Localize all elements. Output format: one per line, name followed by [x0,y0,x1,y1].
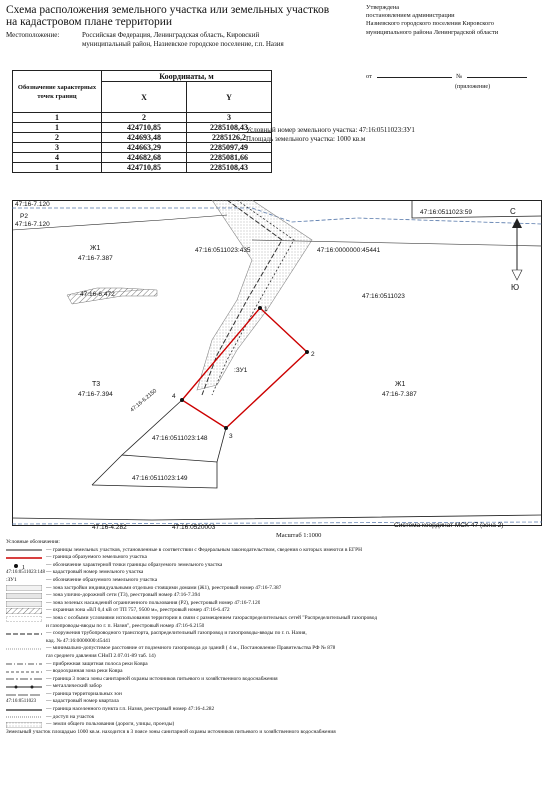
y-cell: 2285081,66 [187,153,272,163]
parcel-area: Площадь земельного участка: 1000 кв.м [246,135,366,143]
svg-text:1: 1 [22,564,25,569]
location-label: Местоположение: [6,31,60,39]
title-line-2: на кадастровом плане территории [6,16,173,28]
approval-appendix: (приложение) [455,84,491,90]
map-label-z1-left: Ж1 [90,245,101,252]
map-label-t3-reg: 47:16-7.394 [78,391,113,398]
legend-item: — земли общего пользования (дороги, улицы, проезды) [6,721,548,729]
y-header: Y [187,82,272,113]
map-label-quarter: 47:16:0511023 [362,293,405,300]
legend-item: — минимально-допустимое расстояние от подземного газопровода до зданий ( 4 м., Постановление Правительства РФ № 878 [46,645,336,652]
y-cell: 2285126,2 [187,133,272,143]
table-row [13,153,272,163]
approval-date-number-line [366,73,551,80]
legend-item: — охранная зона «ВЛ 0,4 кВ от ТП 757, 9500 м», реестровый номер 47:16-6.472 [6,607,548,615]
legend-title: Условные обозначения: [6,539,60,545]
legend-item-cont: газ среднего давления СНиП 2.07.01-89 таб. 14) [46,652,156,659]
map-label-p2: Р2 [20,213,28,220]
x-header: X [102,82,187,113]
legend-item: 47:16:0511023 — кадастровый номер квартала [6,698,119,705]
index-cell: 2 [102,113,187,123]
map-label-p2-reg: 47:16-7.120 [15,221,50,228]
legend-note: Земельный участок площадью 1000 кв.м. находится в 3 поясе зоны санитарной охраны источников питьевого и хозяйственного водоснабжения [6,728,336,735]
point-label-1: 1 [264,306,268,313]
legend-item: — граница образуемого земельного участка [46,554,147,561]
map-label-z1-left-reg: 47:16-7.387 [78,255,113,262]
legend-item: 47:16:0511023:148 — кадастровый номер земельного участка [6,569,144,576]
table-row [13,123,272,133]
boundary-point [305,350,309,354]
settlement-boundary [12,515,542,520]
map-label-t3: Т3 [92,381,101,388]
legend-item: — водоохранная зона реки Ковра [46,668,123,675]
map-label-0520003: 47:16:0520003 [172,524,216,530]
index-cell: 3 [187,113,272,123]
map-label-zu1: :ЗУ1 [234,367,248,374]
point-label-4: 4 [172,393,176,400]
legend-item: — зона застройки индивидуальными отдельно стоящими домами (Ж1), реестровый номер 47:16-7.387 [6,585,548,593]
approval-line-4: муниципального района Ленинградской области [366,28,499,36]
map-label-parcel-59: 47:16:0511023:59 [420,209,472,216]
location-text [82,31,327,49]
boundary-point [180,398,184,402]
compass-south-label: Ю [511,283,520,292]
legend-item: — граница населенного пункта г.п. Назия, реестровый номер 47:16-4.282 [46,706,215,713]
location-line-2: муниципальный район, Назиевское городское поселение, г.п. Назия [82,40,284,48]
point-cell: 3 [13,143,102,153]
point-cell: 2 [13,133,102,143]
legend-item: — прибрежная защитная полоса реки Ковра [46,660,148,667]
point-label-2: 2 [311,351,315,358]
legend-item: — металлический забор [6,683,548,691]
y-cell: 2285108,43 [187,123,272,133]
parcel-info [246,126,415,144]
boundary-point [258,306,262,310]
map-label-parcel-435: 47:16:0511023:435 [195,247,251,254]
map-label-45441: 47:16:0000000:45441 [317,247,381,254]
table-row [13,163,272,173]
approval-line-1: Утверждена [366,4,400,11]
legend-item: — зона зеленых насаждений ограниченного пользования (Р2), реестровый номер 47:16-7.120 [6,600,548,608]
x-cell: 424710,85 [102,163,187,173]
map-label-2150: 47:16-6.2150 [129,388,159,414]
map-label-4282: 47:16-4.282 [92,524,127,530]
legend-item: — границы земельных участков, установленные в соответствии с Федеральным законодательством, сведения о которых имеются в ЕГРН [46,546,363,553]
approval-line-2: постановлением администрации [366,12,455,20]
x-cell: 424663,29 [102,143,187,153]
approval-number-label: № [456,73,463,80]
coordinates-table [12,70,272,173]
legend-item: — зона с особыми условиями использования территории в связи с размещением газораспределительных сетей "Распределительный газопровод [6,615,548,623]
map-scale: Масштаб 1:1000 [276,532,322,539]
legend-item: — сооружения трубопроводного транспорта, распределительный газопровод и газопроводы-вводы по г. п. Назия, [46,630,307,637]
legend-item-cont: кад. № 47:16:0000000:45441 [46,637,111,644]
map-label-6472: 47:16-6.472 [80,291,115,298]
map-label-z1-right-reg: 47:16-7.387 [382,391,417,398]
point-cell: 1 [13,163,102,173]
y-cell: 2285108,43 [187,163,272,173]
index-cell: 1 [13,113,102,123]
map-label-p2-top: 47:16-7.120 [15,201,50,208]
table-row [13,143,272,153]
coords-header: Координаты, м [102,71,272,82]
approval-number-blank [467,77,527,78]
parcel-conditional-number: Условный номер земельного участка: 47:16:0511023:ЗУ1 [246,126,415,134]
x-cell: 424682,68 [102,153,187,163]
legend [6,539,548,736]
legend-item: — доступ на участок [46,713,95,720]
x-cell: 424710,85 [102,123,187,133]
legend-item: — граница 3 пояса зоны санитарной охраны источников питьевого и хозяйственного водоснабжения [46,675,278,682]
point-label-3: 3 [229,433,233,440]
map-label-z1-right: Ж1 [395,381,406,388]
boundary-point [224,426,228,430]
col-point-header: Обозначение характерных точек границ [13,71,102,113]
compass-icon [512,218,522,280]
point-cell: 1 [13,123,102,133]
cadastral-map [12,200,542,530]
legend-item: — граница территориальных зон [46,690,122,697]
location-line-1: Российская Федерация, Ленинградская область, Кировский [82,31,260,39]
table-row [13,133,272,143]
map-label-parcel-149: 47:16:0511023:149 [132,475,188,482]
boundary-line [92,455,122,485]
approval-block [366,4,551,37]
point-cell: 4 [13,153,102,163]
title-line-1: Схема расположения земельного участка или земельных участков [6,4,330,16]
legend-item: 1 — обозначение характерной точки границы образуемого земельного участка [6,562,548,570]
approval-from-label: от [366,73,372,80]
legend-item: :ЗУ1 — обозначение образуемого земельного участка [6,576,158,583]
legend-item: — зона улично-дорожной сети (Т3), реестровый номер 47:16-7.394 [6,592,548,600]
y-cell: 2285097,49 [187,143,272,153]
map-label-coord-system: Система координат МСК-47 (зона 2) [394,522,504,529]
compass-north-label: С [510,207,516,216]
approval-date-blank [377,77,452,78]
legend-item-cont: и газопроводы-вводы по г. п. Назия", реестровый номер 47:16-6.2150 [46,622,205,629]
document-title [6,4,351,28]
map-label-parcel-148: 47:16:0511023:148 [152,435,208,442]
x-cell: 424693,48 [102,133,187,143]
approval-line-3: Назиевского городского поселения Кировского [366,20,494,28]
